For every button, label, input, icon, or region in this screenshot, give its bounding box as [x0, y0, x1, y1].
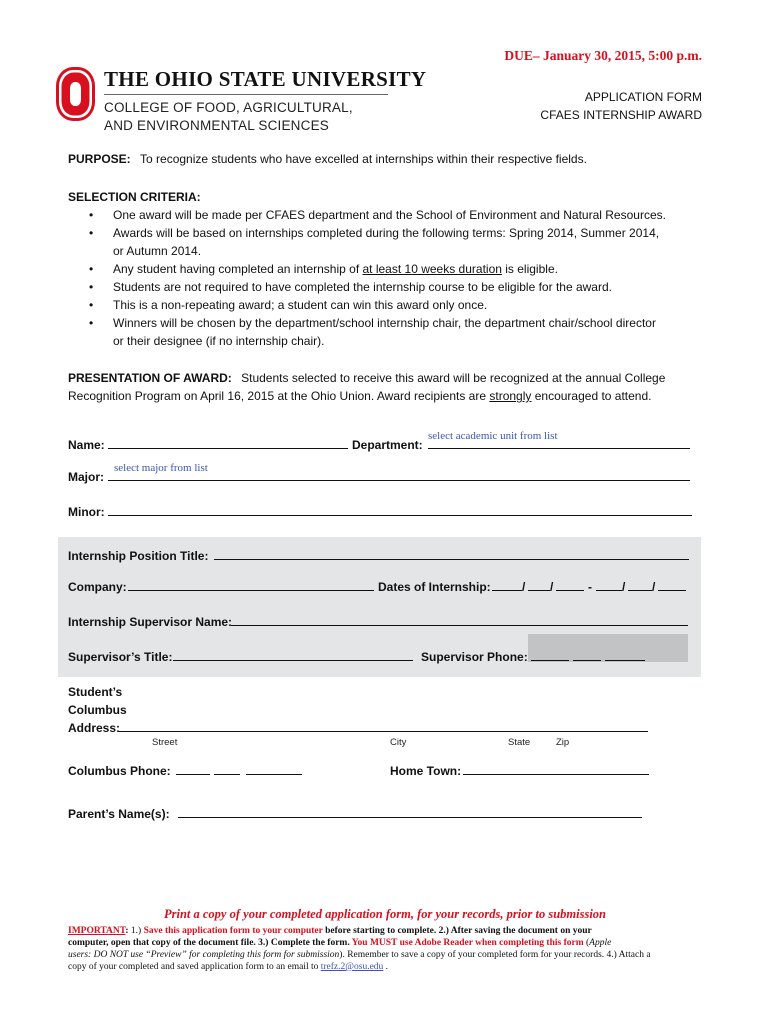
start-month-field[interactable] [492, 580, 522, 591]
date-separator: / [522, 580, 526, 594]
name-label: Name: [68, 438, 105, 452]
state-caption: State [508, 737, 531, 748]
instructions-line3 [68, 950, 651, 960]
email-instruction-end: . [383, 962, 389, 972]
important-label: IMPORTANT [68, 926, 126, 936]
date-separator: / [622, 580, 626, 594]
department-dropdown-hint[interactable]: select academic unit from list [428, 430, 558, 442]
college-name-line1: COLLEGE OF FOOD, AGRICULTURAL, [104, 100, 353, 115]
step2-cont: computer, open that copy of the document file. [68, 938, 256, 948]
step1-rest: before starting to complete. [322, 926, 437, 936]
step2-text: 2.) After saving the document on your [436, 926, 592, 936]
apple-note-start: Apple [589, 938, 612, 948]
company-field[interactable] [128, 580, 374, 591]
end-month-field[interactable] [596, 580, 622, 591]
criteria-item-6-cont: or their designee (if no internship chair). [113, 334, 325, 348]
city-caption: City [390, 737, 407, 748]
print-notice: Print a copy of your completed application form, for your records, prior to submission [163, 907, 607, 921]
major-dropdown-hint[interactable]: select major from list [114, 462, 208, 474]
selection-criteria-heading: SELECTION CRITERIA: [68, 190, 201, 204]
presentation-emphasis: strongly [489, 389, 532, 403]
instructions-line2 [68, 938, 611, 948]
supervisor-phone-area[interactable] [531, 650, 569, 661]
position-title-field[interactable] [214, 549, 689, 560]
criteria-item-4: Students are not required to have completed the internship course to be eligible for the award. [113, 280, 612, 294]
supervisor-phone-prefix[interactable] [573, 650, 601, 661]
criteria-item-3-emphasis: at least 10 weeks duration [362, 262, 502, 276]
supervisor-title-label: Supervisor’s Title: [68, 650, 173, 664]
start-year-field[interactable] [556, 580, 584, 591]
college-name-line2: AND ENVIRONMENTAL SCIENCES [104, 118, 329, 133]
date-separator: / [652, 580, 656, 594]
presentation-line2 [68, 389, 651, 403]
home-town-label: Home Town: [390, 764, 462, 778]
ohio-state-block-o-logo [56, 67, 95, 121]
columbus-phone-prefix[interactable] [214, 764, 240, 775]
bullet: • [89, 208, 94, 222]
major-label: Major: [68, 470, 104, 484]
presentation-line1 [68, 371, 665, 385]
supervisor-name-field[interactable] [231, 615, 688, 626]
address-field[interactable] [118, 721, 648, 732]
bullet: • [89, 262, 94, 276]
step1-number: 1.) [128, 926, 144, 936]
form-title: APPLICATION FORM [584, 90, 702, 104]
apple-note: users: DO NOT use “Preview” for completing this form for submission [68, 950, 340, 960]
criteria-item-3 [113, 262, 558, 276]
supervisor-phone-line[interactable] [605, 650, 645, 661]
bullet: • [89, 226, 94, 240]
criteria-item-5: This is a non-repeating award; a student can win this award only once. [113, 298, 488, 312]
name-field[interactable] [108, 438, 348, 449]
bullet: • [89, 280, 94, 294]
criteria-item-1: One award will be made per CFAES department and the School of Environment and Natural Resources. [113, 208, 666, 222]
presentation-text-2: Recognition Program on April 16, 2015 at the Ohio Union. Award recipients are [68, 389, 490, 403]
step4-text: ). Remember to save a copy of your completed form for your records. 4.) Attach a [339, 950, 651, 960]
columbus-phone-area[interactable] [176, 764, 210, 775]
purpose-section [68, 152, 587, 166]
street-caption: Street [152, 737, 178, 748]
paren-open: ( [583, 938, 590, 948]
presentation-label: PRESENTATION OF AWARD: [68, 371, 232, 385]
address-label-line1: Student’s [68, 685, 123, 699]
presentation-text: Students selected to receive this award will be recognized at the annual College [241, 371, 666, 385]
criteria-item-2: Awards will be based on internships completed during the following terms: Spring 2014, Summer 2014, [113, 226, 660, 240]
supervisor-title-field[interactable] [173, 650, 413, 661]
supervisor-name-label: Internship Supervisor Name: [68, 615, 233, 629]
date-separator: / [550, 580, 554, 594]
email-link[interactable]: trefz.2@osu.edu [320, 962, 384, 972]
address-label-line3: Address: [68, 721, 121, 735]
due-date: DUE– January 30, 2015, 5:00 p.m. [504, 48, 702, 63]
criteria-item-3-post: is eligible. [501, 262, 558, 276]
important-colon: : [125, 926, 129, 936]
parents-label: Parent’s Name(s): [68, 807, 170, 821]
purpose-label: PURPOSE: [68, 152, 131, 166]
instructions-line4 [68, 962, 388, 972]
start-day-field[interactable] [528, 580, 550, 591]
zip-caption: Zip [556, 737, 570, 748]
address-label-line2: Columbus [68, 703, 127, 717]
position-title-label: Internship Position Title: [68, 549, 209, 563]
step1-save-instruction: Save this application form to your computer [143, 926, 323, 936]
university-name: THE OHIO STATE UNIVERSITY [104, 67, 427, 91]
bullet: • [89, 298, 94, 312]
date-range-dash: - [588, 580, 592, 594]
minor-field[interactable] [108, 505, 692, 516]
bullet: • [89, 316, 94, 330]
criteria-item-2-cont: or Autumn 2014. [113, 244, 202, 258]
supervisor-phone-label: Supervisor Phone: [421, 650, 528, 664]
end-day-field[interactable] [628, 580, 652, 591]
adobe-reader-warning: You MUST use Adobe Reader when completing this form [351, 938, 584, 948]
parents-field[interactable] [178, 807, 642, 818]
criteria-item-6: Winners will be chosen by the department/school internship chair, the department chair/school director [113, 316, 656, 330]
form-subtitle: CFAES INTERNSHIP AWARD [540, 108, 702, 122]
minor-label: Minor: [68, 505, 105, 519]
department-label: Department: [352, 438, 423, 452]
purpose-text: To recognize students who have excelled at internships within their respective fields. [140, 152, 587, 166]
step3-text: 3.) Complete the form. [255, 938, 352, 948]
columbus-phone-label: Columbus Phone: [68, 764, 171, 778]
email-instruction: copy of your completed and saved application form to an email to [68, 962, 321, 972]
header-rule [104, 94, 388, 95]
columbus-phone-line[interactable] [246, 764, 302, 775]
presentation-text-3: encouraged to attend. [531, 389, 652, 403]
end-year-field[interactable] [658, 580, 686, 591]
home-town-field[interactable] [463, 764, 649, 775]
instructions-line1 [68, 926, 592, 936]
company-label: Company: [68, 580, 127, 594]
criteria-item-3-pre: Any student having completed an internship of [113, 262, 363, 276]
dates-label: Dates of Internship: [378, 580, 491, 594]
